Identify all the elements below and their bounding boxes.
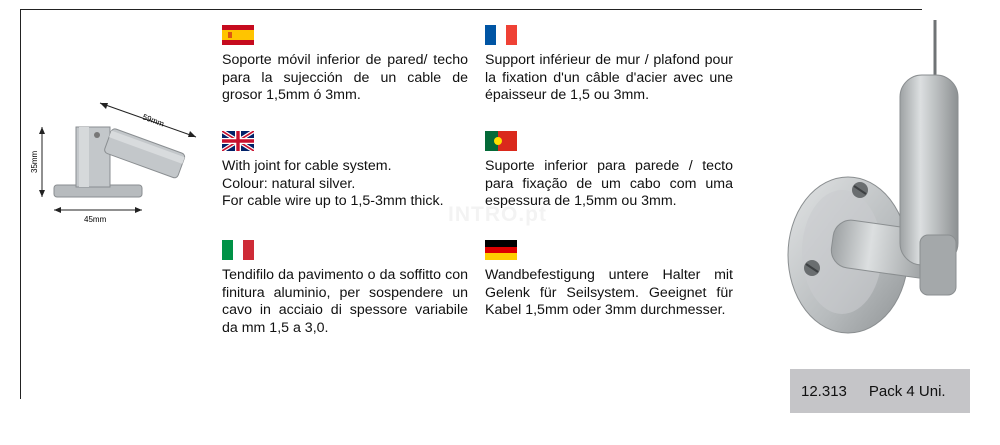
- product-photo: [770, 20, 985, 360]
- dim-base-label: 45mm: [84, 215, 107, 224]
- dim-arrow-c: [39, 127, 45, 134]
- description-es: [222, 25, 468, 105]
- description-de: [485, 240, 733, 320]
- arm-shape: [104, 128, 186, 179]
- description-fr: [485, 25, 733, 105]
- description-it: [222, 240, 468, 337]
- pack-quantity: Pack 4 Uni.: [868, 382, 946, 400]
- product-code-box: [790, 369, 970, 413]
- uk-flag-icon: [222, 131, 254, 151]
- description-de-text: Wandbefestigung untere Halter mit Gelenk für Seilsystem. Geeignet für Kabel 1,5mm oder 3mm durchmesser.: [485, 267, 733, 319]
- description-fr-text: Support inférieur de mur / plafond pour la fixation d'un câble d'acier avec une épaisseur de 1,5 ou 3mm.: [485, 52, 733, 104]
- dim-height-label: 35mm: [30, 150, 39, 173]
- screw-shape: [94, 132, 100, 138]
- description-pt: [485, 131, 733, 211]
- product-photo-svg: [770, 20, 985, 360]
- post-highlight: [79, 127, 89, 187]
- germany-flag-icon: [485, 240, 517, 260]
- description-it-text: Tendifilo da pavimento o da soffitto con finitura aluminio, per sospendere un cavo in acciaio di spessore variabile da mm 1,5 a 3,0.: [222, 267, 468, 336]
- france-flag-icon: [485, 25, 517, 45]
- description-es-text: Soporte móvil inferior de pared/ techo para la sujección de un cable de grosor 1,5mm ó 3mm.: [222, 52, 468, 104]
- dim-length-label: 59mm: [141, 112, 166, 129]
- dim-arrow-f: [135, 207, 142, 213]
- spain-flag-icon: [222, 25, 254, 45]
- description-en-line-2: Colour: natural silver.: [222, 175, 356, 192]
- description-en: [222, 131, 472, 211]
- frame-left-line: [20, 9, 21, 399]
- portugal-flag-icon: [485, 131, 517, 151]
- description-en-line-1: With joint for cable system.: [222, 158, 392, 174]
- dim-arrow-d: [39, 190, 45, 197]
- dim-arrow-e: [54, 207, 61, 213]
- product-code: 12.313: [801, 382, 847, 400]
- frame-top-line: [20, 9, 922, 10]
- dim-arrow-a: [100, 103, 108, 109]
- bracket-drawing-svg: [24, 95, 214, 235]
- description-en-line-3: For cable wire up to 1,5-3mm thick.: [222, 193, 444, 210]
- watermark: INTRO.pt: [448, 203, 547, 226]
- dim-arrow-b: [188, 131, 196, 137]
- joint-shape: [920, 235, 956, 295]
- description-pt-text: Suporte inferior para parede / tecto para fixação de um cabo com uma espessura de 1,5mm ou 3mm.: [485, 158, 733, 210]
- technical-drawing: [24, 95, 214, 235]
- italy-flag-icon: [222, 240, 254, 260]
